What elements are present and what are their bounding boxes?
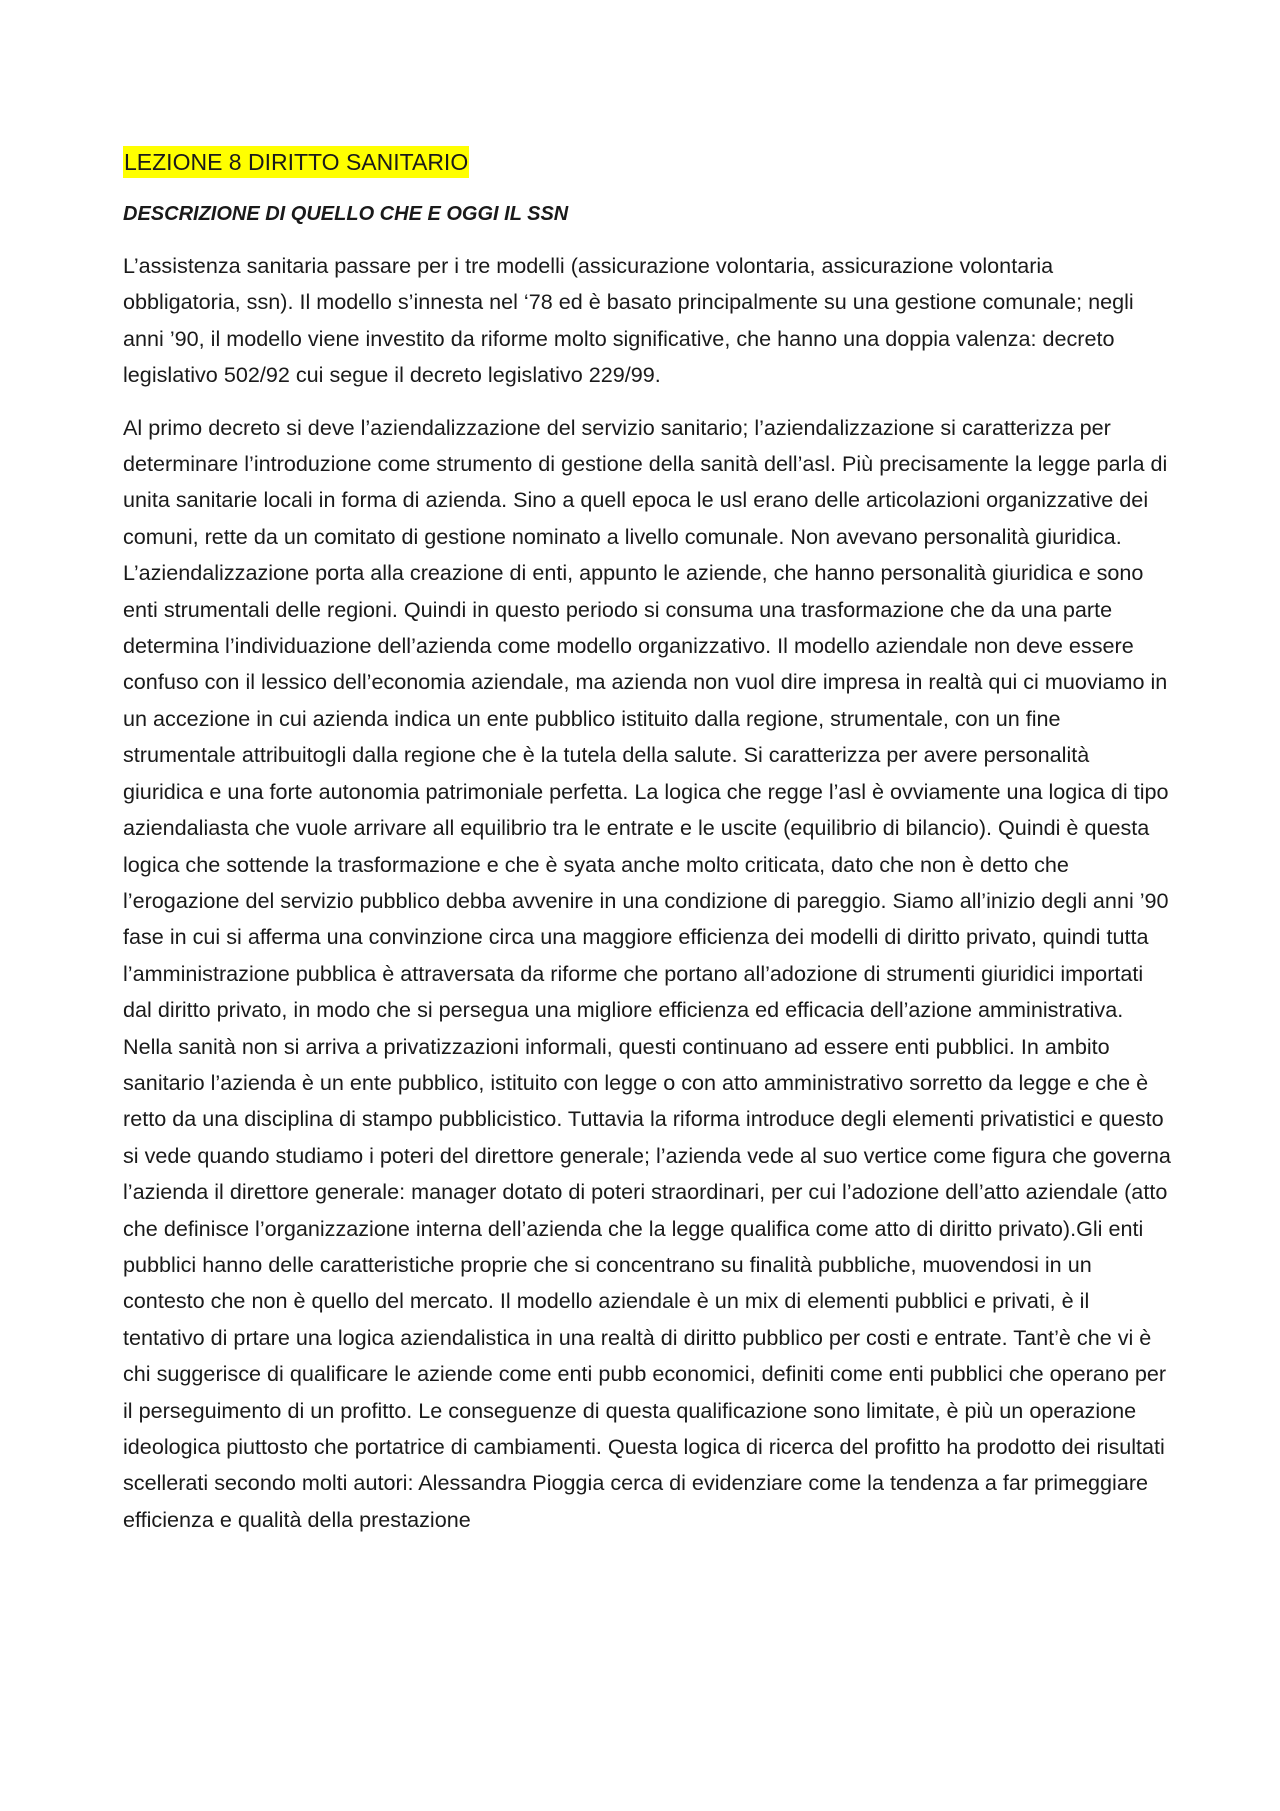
document-subtitle: DESCRIZIONE DI QUELLO CHE E OGGI IL SSN [123,203,569,225]
document-page [123,146,1175,1554]
paragraph-1: L’assistenza sanitaria passare per i tre modelli (assicurazione volontaria, assicurazione volontaria obbligatoria, ssn). Il modello s’innesta nel ‘78 ed è basato principalmente su una gestione comunale; negli anni ’90, il modello viene investito da riforme molto significative, che hanno una doppia valenza: decreto legislativo 502/92 cui segue il decreto legislativo 229/99. [123,253,1134,388]
paragraph-2: Al primo decreto si deve l’aziendalizzazione del servizio sanitario; l’aziendalizzazione si caratterizza per determinare l’introduzione come strumento di gestione della sanità dell’asl. Più precisamente la legge parla di unita sanitarie locali in forma di azienda. Sino a quell epoca le usl erano delle articolazioni organizzative dei comuni, rette da un comitato di gestione nominato a livello comunale. Non avevano personalità giuridica. L’aziendalizzazione porta alla creazione di enti, appunto le aziende, che hanno personalità giuridica e sono enti strumentali delle regioni. Quindi in questo periodo si consuma una trasformazione che da una parte determina l’individuazione dell’azienda come modello organizzativo. Il modello aziendale non deve essere confuso con il lessico dell’economia aziendale, ma azienda non vuol dire impresa in realtà qui ci muoviamo in un accezione in cui azienda indica un ente pubblico istituito dalla regione, strumentale, con un fine strumentale attribuitogli dalla regione che è la tutela della salute. Si caratterizza per avere personalità giuridica e una forte autonomia patrimoniale perfetta. La logica che regge l’asl è ovviamente una logica di tipo aziendaliasta che vuole arrivare all equilibrio tra le entrate e le uscite (equilibrio di bilancio). Quindi è questa logica che sottende la trasformazione e che è syata anche molto criticata, dato che non è detto che l’erogazione del servizio pubblico debba avvenire in una condizione di pareggio. Siamo all’inizio degli anni ’90 fase in cui si afferma una convinzione circa una maggiore efficienza dei modelli di diritto privato, quindi tutta l’amministrazione pubblica è attraversata da riforme che portano all’adozione di strumenti giuridici importati dal diritto privato, in modo che si persegua una migliore efficienza ed efficacia dell’azione amministrativa. Nella sanità non si arriva a privatizzazioni informali, questi continuano ad essere enti pubblici. In ambito sanitario l’azienda è un ente pubblico, istituito con legge o con atto amministrativo sorretto da legge e che è retto da una disciplina di stampo pubblicistico. Tuttavia la riforma introduce degli elementi privatistici e questo si vede quando studiamo i poteri del direttore generale; l’azienda vede al suo vertice come figura che governa l’azienda il direttore generale: manager dotato di poteri straordinari, per cui l’adozione dell’atto aziendale (atto che definisce l’organizzazione interna dell’azienda che la legge qualifica come atto di diritto privato).Gli enti pubblici hanno delle caratteristiche proprie che si concentrano su finalità pubbliche, muovendosi in un contesto che non è quello del mercato. Il modello aziendale è un mix di elementi pubblici e privati, è il tentativo di prtare una logica aziendalistica in una realtà di diritto pubblico per costi e entrate. Tant’è che vi è chi suggerisce di qualificare le aziende come enti pubb economici, definiti come enti pubblici che operano per il perseguimento di un profitto. Le conseguenze di questa qualificazione sono limitate, è più un operazione ideologica piuttosto che portatrice di cambiamenti. Questa logica di ricerca del profitto ha prodotto dei risultati scellerati secondo molti autori: Alessandra Pioggia cerca di evidenziare come la tendenza a far primeggiare efficienza e qualità della prestazione [123,414,1171,1532]
document-title: LEZIONE 8 DIRITTO SANITARIO [123,146,469,178]
